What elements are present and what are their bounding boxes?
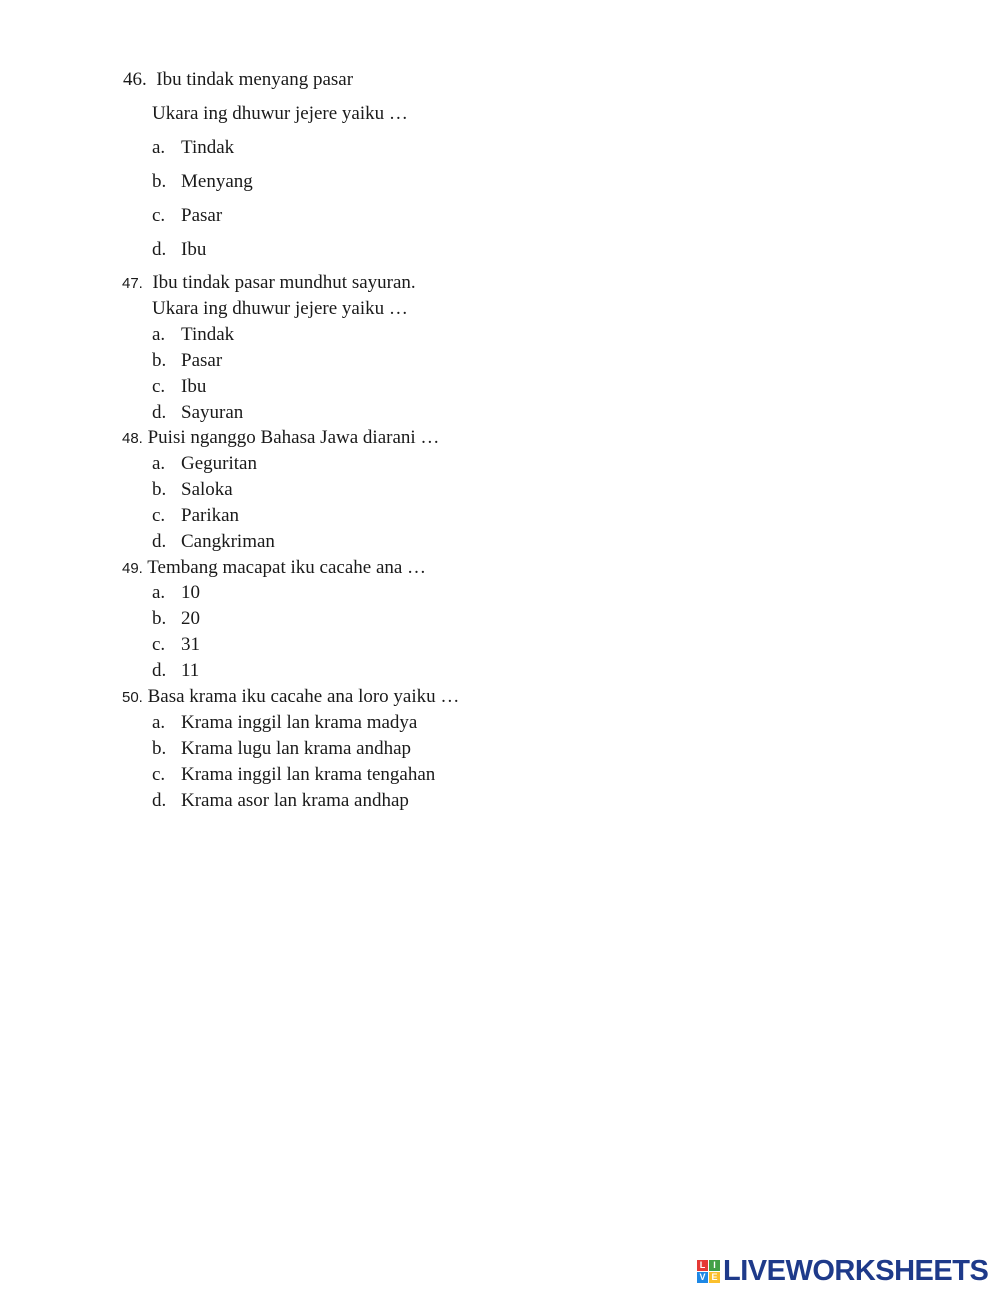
- option-c: c. 31: [152, 634, 200, 655]
- option-a: a. Geguritan: [152, 453, 257, 474]
- question-number: 47.: [122, 275, 143, 292]
- option-a: a. Krama inggil lan krama madya: [152, 712, 418, 733]
- option-a: a. Tindak: [152, 324, 235, 345]
- option-d: d. 11: [152, 660, 200, 681]
- option-a: a. Tindak: [152, 137, 235, 158]
- question-number: 49.: [122, 560, 143, 577]
- question-47: [122, 272, 416, 295]
- question-prompt: Ukara ing dhuwur jejere yaiku …: [152, 103, 408, 124]
- option-c: c. Pasar: [152, 205, 223, 226]
- question-stem: Puisi nganggo Bahasa Jawa diarani …: [147, 427, 440, 448]
- question-prompt: Ukara ing dhuwur jejere yaiku …: [152, 298, 408, 319]
- question-48: [122, 427, 439, 450]
- question-number: 48.: [122, 430, 143, 447]
- question-46: [123, 69, 353, 91]
- liveworksheets-logo-icon: L I V E: [697, 1260, 720, 1283]
- option-c: c. Ibu: [152, 376, 207, 397]
- question-stem: Ibu tindak menyang pasar: [156, 69, 354, 90]
- option-d: d. Cangkriman: [152, 531, 275, 552]
- option-c: c. Krama inggil lan krama tengahan: [152, 764, 436, 785]
- question-stem: Basa krama iku cacahe ana loro yaiku …: [147, 686, 460, 707]
- question-number: 46.: [123, 69, 147, 90]
- option-d: d. Ibu: [152, 239, 207, 260]
- option-b: b. Pasar: [152, 350, 223, 371]
- question-49: [122, 557, 426, 580]
- option-b: b. 20: [152, 608, 200, 629]
- question-stem: Ibu tindak pasar mundhut sayuran.: [152, 272, 416, 293]
- option-a: a. 10: [152, 582, 200, 603]
- option-d: d. Sayuran: [152, 402, 244, 423]
- liveworksheets-logo: [697, 1255, 988, 1287]
- question-number: 50.: [122, 689, 143, 706]
- option-c: c. Parikan: [152, 505, 240, 526]
- option-d: d. Krama asor lan krama andhap: [152, 790, 409, 811]
- liveworksheets-wordmark: LIVEWORKSHEETS: [723, 1254, 989, 1287]
- question-50: [122, 686, 459, 709]
- question-stem: Tembang macapat iku cacahe ana …: [147, 557, 427, 578]
- option-b: b. Krama lugu lan krama andhap: [152, 738, 412, 759]
- option-b: b. Menyang: [152, 171, 253, 192]
- option-b: b. Saloka: [152, 479, 233, 500]
